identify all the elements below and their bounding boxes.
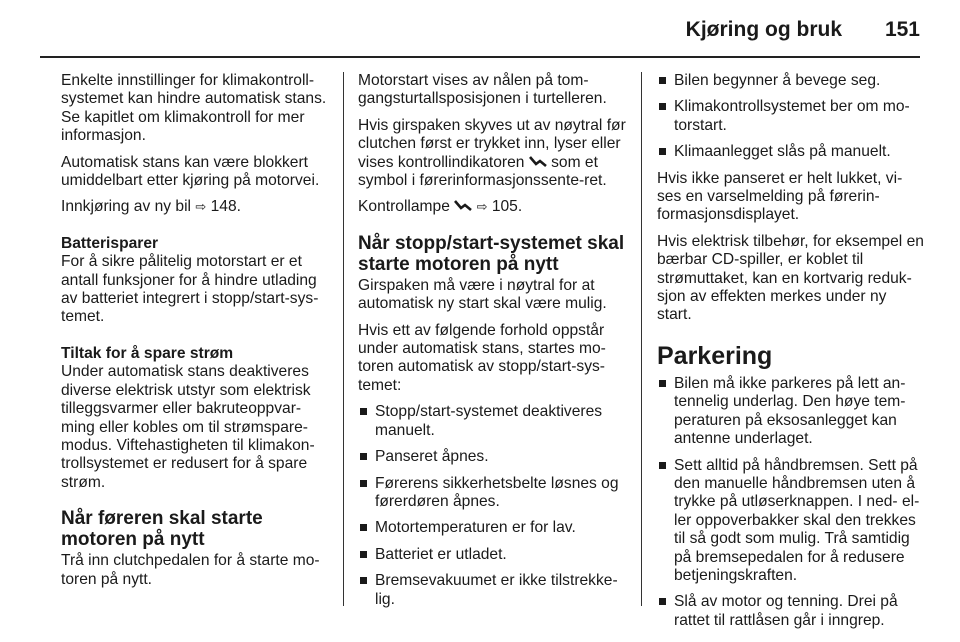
list-item: Bremsevakuumet er ikke tilstrekke-lig. <box>358 572 626 609</box>
paragraph-text: som et symbol i førerinformasjonssente-ret. <box>358 153 607 190</box>
paragraph-with-icon <box>358 117 626 191</box>
list-item: Bilen begynner å bevege seg. <box>657 72 925 90</box>
paragraph-with-ref <box>358 198 626 216</box>
header-rule <box>40 56 920 58</box>
section-heading: Parkering <box>657 341 773 370</box>
list-item: Førerens sikkerhetsbelte løsnes og førerdøren åpnes. <box>358 475 626 512</box>
auto-stop-indicator-icon <box>529 154 547 172</box>
list-item: Klimaanlegget slås på manuelt. <box>657 143 925 161</box>
paragraph: Automatisk stans kan være blokkert umiddelbart etter kjøring på motorvei. <box>61 153 320 190</box>
paragraph: Enkelte innstillinger for klimakontroll-systemet kan hindre automatisk stans. Se kapitlet om klimakontroll for mer informasjon. <box>61 72 327 145</box>
parking-list <box>657 375 925 630</box>
paragraph: Girspaken må være i nøytral for at automatisk ny start skal være mulig. <box>358 276 607 313</box>
paragraph-text: Hvis girspaken skyves ut av nøytral før clutchen først er trykket inn, lyser eller vises kontrollindikatoren <box>358 116 626 171</box>
section-heading: Når stopp/start-systemet skal starte motoren på nytt <box>358 232 625 275</box>
condition-list <box>358 403 626 609</box>
page-header <box>0 0 960 58</box>
section-heading: Når føreren skal starte motoren på nytt <box>61 508 263 551</box>
list-item: Batteriet er utladet. <box>358 546 626 564</box>
list-item: Klimakontrollsystemet ber om mo-torstart. <box>657 98 925 135</box>
list-item: Panseret åpnes. <box>358 448 626 466</box>
column-middle <box>358 72 626 617</box>
list-item: Bilen må ikke parkeres på lett an-tennelig underlag. Den høye tem-peraturen på eksosanlegget kan antenne underlaget. <box>657 375 925 449</box>
paragraph: Trå inn clutchpedalen for å starte mo-toren på nytt. <box>61 552 320 588</box>
column-right <box>657 72 925 638</box>
paragraph: Under automatisk stans deaktiveres diverse elektrisk utstyr som elektrisk tilleggsvarmer eller bakruteoppvar-ming eller kobles om til strømspare-modus. Viftehastigheten til klimakon-trollsystemet er redusert for å spare strøm. <box>61 363 315 491</box>
column-divider <box>641 72 642 606</box>
page-title: Kjøring og bruk <box>685 18 842 41</box>
list-item: Slå av motor og tenning. Drei på rattet til rattlåsen går i inngrep. <box>657 593 925 630</box>
page-number: 151 <box>884 18 920 41</box>
paragraph: Hvis elektrisk tilbehør, for eksempel en bærbar CD-spiller, er koblet til strømuttaket, kan en kortvarig reduk-sjon av effekten merkes under ny start. <box>657 232 924 324</box>
column-left <box>61 72 329 597</box>
paragraph-with-ref <box>61 198 329 216</box>
subheading: Tiltak for å spare strøm <box>61 344 234 362</box>
paragraph-text: Innkjøring av ny bil <box>61 198 192 216</box>
auto-stop-indicator-icon <box>454 198 472 216</box>
page-ref-arrow-icon: ⇨ <box>195 199 207 215</box>
condition-list <box>657 72 925 162</box>
page-ref-arrow-icon: ⇨ <box>476 199 488 215</box>
paragraph: Hvis ett av følgende forhold oppstår under automatisk stans, startes mo-toren automatisk av stopp/start-sys-temet: <box>358 321 606 394</box>
list-item: Sett alltid på håndbremsen. Sett på den manuelle håndbremsen uten å trykke på utløserknappen. I ned- el-ler oppoverbakker skal den trekkes til så godt som mulig. Trå samtidig på bremsepedalen for å redusere betjeningskraften. <box>657 457 925 586</box>
paragraph-text: Kontrollampe <box>358 198 450 216</box>
list-item: Stopp/start-systemet deaktiveres manuelt. <box>358 403 626 440</box>
list-item: Motortemperaturen er for lav. <box>358 519 626 537</box>
page-ref[interactable]: 105. <box>491 198 523 216</box>
paragraph: For å sikre pålitelig motorstart er et antall funksjoner for å hindre utlading av batteriet integrert i stopp/start-sys-temet. <box>61 253 319 326</box>
page-ref[interactable]: 148. <box>210 198 241 216</box>
subheading: Batterisparer <box>61 234 159 252</box>
paragraph: Motorstart vises av nålen på tom-gangsturtallsposisjonen i turtelleren. <box>358 72 607 108</box>
paragraph: Hvis ikke panseret er helt lukket, vi-ses en varselmelding på førerin-formasjonsdisplayet. <box>657 169 903 224</box>
column-divider <box>343 72 344 606</box>
